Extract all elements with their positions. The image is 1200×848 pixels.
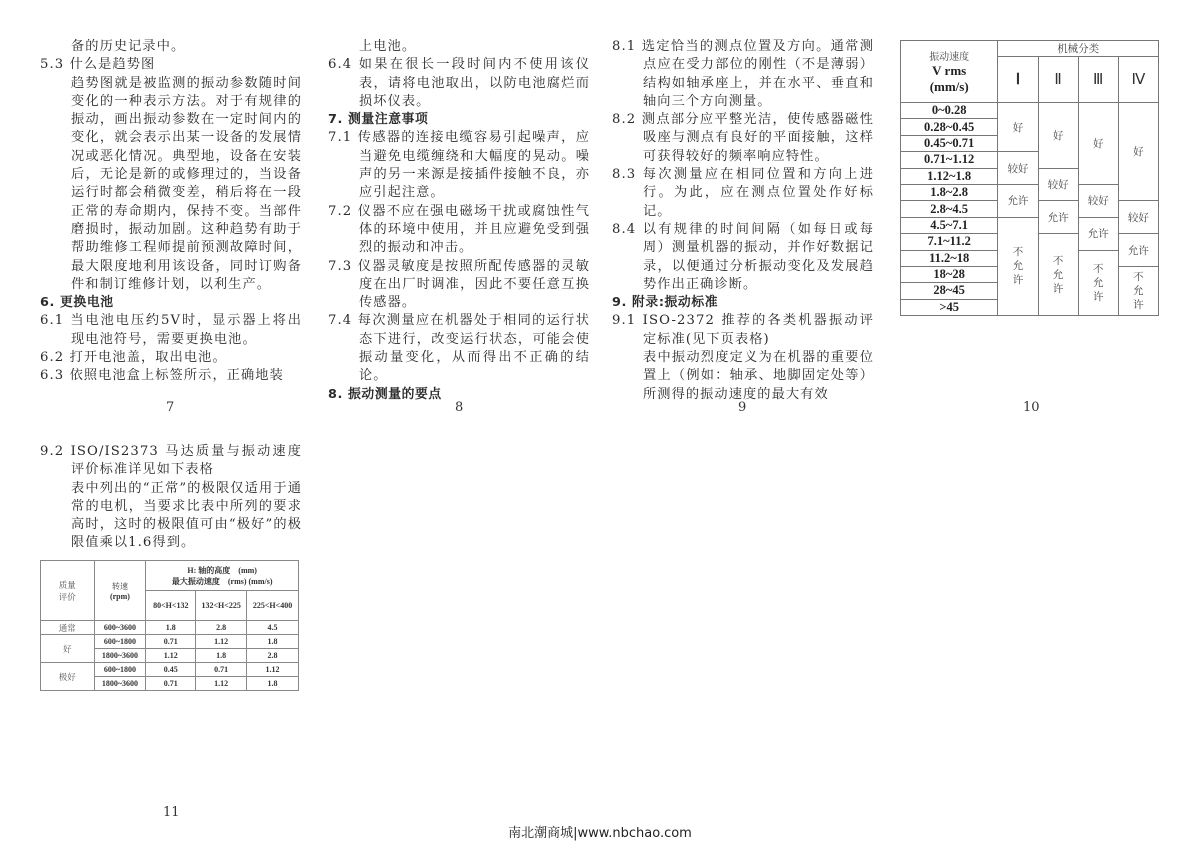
page-9-text	[612, 38, 874, 404]
grade-cell: 好	[998, 103, 1038, 152]
grade-normal: 通常	[41, 621, 95, 635]
shaft-height-header: H: 轴的高度 (mm) 最大振动速度 (rms) (mm/s)	[146, 561, 299, 591]
speed-range: 28~45	[901, 283, 998, 299]
speed-range: 7.1~11.2	[901, 234, 998, 250]
page-number-7: 7	[166, 400, 175, 415]
section-8-3: 8.3 每次测量应在相同位置和方向上进行。为此，应在测点位置处作好标记。	[612, 167, 874, 219]
section-9-2-body: 表中列出的“正常”的极限仅适用于通常的电机，当要求比表中所列的要求高时，这时的极限值可由“极好”的极限值乘以1.6得到。	[71, 480, 302, 551]
rpm-cell: 600~3600	[94, 621, 146, 635]
speed-header-cn: 振动速度	[929, 52, 970, 63]
section-number: 5.3	[40, 57, 65, 73]
speed-range: 0~0.28	[901, 103, 998, 119]
speed-range: 1.8~2.8	[901, 184, 998, 200]
value-cell: 1.12	[146, 649, 196, 663]
rpm-header: 转速 (rpm)	[94, 561, 146, 621]
section-9-heading: 9. 附录:振动标准	[612, 295, 719, 311]
speed-range: 18~28	[901, 266, 998, 282]
value-cell: 4.5	[247, 621, 299, 635]
value-cell: 0.71	[196, 663, 247, 677]
speed-header	[901, 41, 998, 103]
grade-good: 好	[41, 635, 95, 663]
iso-2372-table	[900, 40, 1159, 316]
grade-cell: 好	[1078, 103, 1118, 185]
rpm-cell: 1800~3600	[94, 677, 146, 691]
grade-cell: 允许	[1078, 217, 1118, 250]
speed-range: 4.5~7.1	[901, 217, 998, 233]
quality-header: 质量 评价	[41, 561, 95, 621]
continued-line: 上电池。	[359, 39, 417, 54]
speed-range: >45	[901, 299, 998, 315]
page-number-10: 10	[1023, 400, 1040, 415]
section-6-1: 6.1 当电池电压约5V时，显示器上将出现电池符号，需要更换电池。	[40, 313, 302, 347]
page-11-text	[40, 443, 302, 553]
section-9-2: 9.2 ISO/IS2373 马达质量与振动速度评价标准详见如下表格	[40, 444, 302, 478]
speed-range: 0.28~0.45	[901, 119, 998, 135]
grade-cell-not-allowed: 不允许	[1118, 266, 1158, 315]
grade-cell: 好	[1118, 103, 1158, 201]
grade-cell: 较好	[1078, 184, 1118, 217]
grade-cell: 好	[1038, 103, 1078, 169]
value-cell: 2.8	[196, 621, 247, 635]
value-cell: 1.8	[247, 635, 299, 649]
speed-range: 0.71~1.12	[901, 152, 998, 168]
class-4: Ⅳ	[1118, 57, 1158, 103]
section-7-3: 7.3 仪器灵敏度是按照所配传感器的灵敏度在出厂时调准，因此不要任意互换传感器。	[328, 258, 590, 311]
grade-cell: 较好	[998, 152, 1038, 185]
section-6-3: 6.3 依照电池盒上标签所示，正确地装	[40, 368, 284, 384]
value-cell: 1.8	[247, 677, 299, 691]
grade-cell: 允许	[1118, 234, 1158, 267]
section-9-1-body: 表中振动烈度定义为在机器的重要位置上（例如：轴承、地脚固定处等）所测得的振动速度的最大有效	[643, 350, 874, 402]
value-cell: 1.8	[146, 621, 196, 635]
value-cell: 1.8	[196, 649, 247, 663]
section-6-2: 6.2 打开电池盖，取出电池。	[40, 350, 227, 366]
page-number-11: 11	[163, 805, 180, 820]
speed-range: 0.45~0.71	[901, 135, 998, 151]
value-cell: 1.12	[247, 663, 299, 677]
page-number-9: 9	[738, 400, 747, 415]
section-8-4: 8.4 以有规律的时间间隔（如每日或每周）测量机器的振动，并作好数据记录，以便通过分析振动变化及发展趋势作出正确诊断。	[612, 221, 874, 292]
col-80-132: 80<H<132	[146, 591, 196, 621]
grade-cell-not-allowed: 不允许	[1078, 250, 1118, 316]
speed-range: 2.8~4.5	[901, 201, 998, 217]
grade-cell-not-allowed: 不允许	[998, 217, 1038, 315]
value-cell: 1.12	[196, 635, 247, 649]
section-7-4: 7.4 每次测量应在机器处于相同的运行状态下进行，改变运行状态，可能会使振动量变化，从而得出不正确的结论。	[328, 313, 590, 384]
section-9-1: 9.1 ISO-2372 推荐的各类机器振动评定标准(见下页表格)	[612, 313, 874, 347]
speed-range: 11.2~18	[901, 250, 998, 266]
grade-cell: 允许	[1038, 201, 1078, 234]
rpm-cell: 600~1800	[94, 635, 146, 649]
section-title: 什么是趋势图	[69, 57, 156, 73]
value-cell: 2.8	[247, 649, 299, 663]
section-8-heading: 8. 振动测量的要点	[328, 386, 442, 402]
section-5-3-heading	[40, 56, 302, 74]
class-2: Ⅱ	[1038, 57, 1078, 103]
section-5-3-body: 趋势图就是被监测的振动参数随时间变化的一种表示方法。对于有规律的振动，画出振动参数在一定时间内的变化，就会表示出某一设备的发展情况或恶化情况。典型地，设备在安装后，无论是新的或修理过的，当设备运行时都会稍微变差，稍后将在一段正常的寿命期内，保持不变。当部件磨损时，振动加剧。这种趋势有助于帮助维修工程师提前预测故障时间，最大限度地利用该设备，同时订购备件和制订维修计划，以利生产。	[71, 75, 302, 292]
value-cell: 0.71	[146, 677, 196, 691]
speed-header-unit: (mm/s)	[929, 79, 969, 94]
section-7-2: 7.2 仪器不应在强电磁场干扰或腐蚀性气体的环境中使用，并且应避免受到强烈的振动和冲击。	[328, 203, 590, 256]
section-6-4: 6.4 如果在很长一段时间内不使用该仪表，请将电池取出，以防电池腐烂而损坏仪表。	[328, 57, 590, 109]
speed-range: 1.12~1.8	[901, 168, 998, 184]
grade-cell: 较好	[1118, 201, 1158, 234]
class-3: Ⅲ	[1078, 57, 1118, 103]
section-7-heading: 7. 测量注意事项	[328, 112, 429, 128]
speed-header-en: V rms	[932, 63, 967, 78]
page-7-text	[40, 38, 302, 386]
grade-cell: 允许	[998, 184, 1038, 217]
value-cell: 1.12	[196, 677, 247, 691]
rpm-cell: 600~1800	[94, 663, 146, 677]
page-number-8: 8	[455, 400, 464, 415]
class-1: Ⅰ	[998, 57, 1038, 103]
section-8-1: 8.1 选定恰当的测点位置及方向。通常测点应在受力部位的刚性（不是薄弱）结构如轴承座上，并在水平、垂直和轴向三个方向测量。	[612, 39, 874, 109]
footer-watermark: 南北潮商城|www.nbchao.com	[508, 826, 692, 841]
value-cell: 0.45	[146, 663, 196, 677]
col-132-225: 132<H<225	[196, 591, 247, 621]
grade-cell-not-allowed: 不允许	[1038, 234, 1078, 316]
iso-2373-motor-table	[40, 560, 299, 691]
continued-line: 备的历史记录中。	[71, 39, 186, 54]
grade-excellent: 极好	[41, 663, 95, 691]
value-cell: 0.71	[146, 635, 196, 649]
section-8-2: 8.2 测点部分应平整光洁，使传感器磁性吸座与测点有良好的平面接触，这样可获得较好的频率响应特性。	[612, 112, 874, 164]
col-225-400: 225<H<400	[247, 591, 299, 621]
grade-cell: 较好	[1038, 168, 1078, 201]
page-8-text	[328, 38, 590, 404]
section-7-1: 7.1 传感器的连接电缆容易引起噪声，应当避免电缆缠绕和大幅度的晃动。噪声的另一来源是接插件接触不良，亦应引起注意。	[328, 130, 590, 201]
section-6-heading: 6. 更换电池	[40, 295, 114, 311]
class-header: 机械分类	[998, 41, 1159, 57]
rpm-cell: 1800~3600	[94, 649, 146, 663]
